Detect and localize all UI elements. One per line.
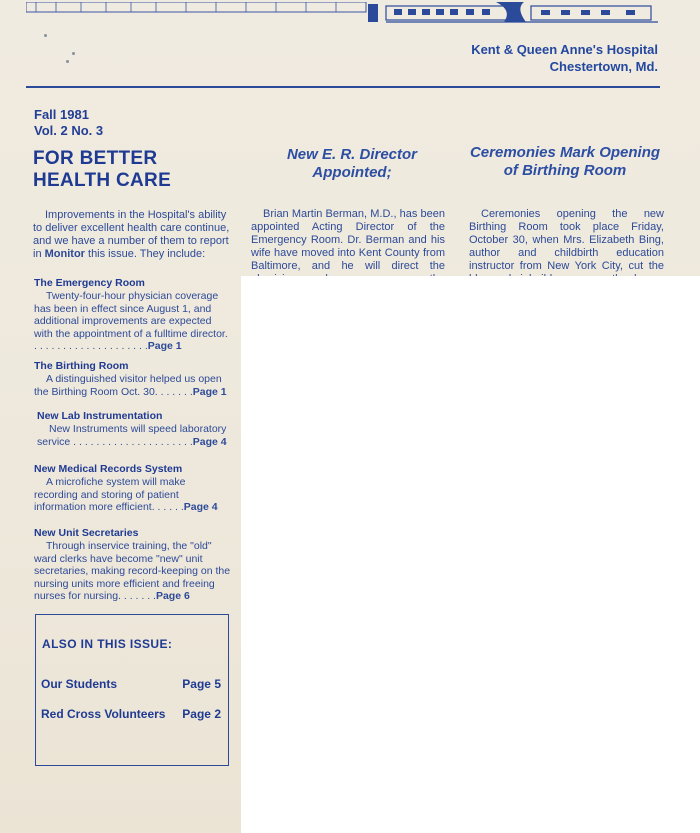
also-in-this-issue-box: [35, 614, 229, 766]
birthing-title-line2: of Birthing Room: [503, 162, 627, 179]
hospital-name: [471, 41, 658, 75]
masthead-divider: [26, 86, 660, 88]
hospital-title: Kent & Queen Anne's Hospital: [471, 42, 658, 57]
hospital-location: Chestertown, Md.: [549, 59, 658, 74]
toc-item: [34, 360, 232, 398]
toc-page: Page 1: [147, 340, 182, 352]
lead-intro-bold: Monitor: [44, 248, 85, 260]
also-item-label: Red Cross Volunteers: [41, 707, 166, 721]
toc-item: [34, 277, 232, 353]
toc-desc: New Instruments will speed laboratory service . . . . . . . . . . . . . . . . . . . . .: [37, 423, 227, 448]
also-item-page: Page 2: [182, 707, 221, 721]
also-title: ALSO IN THIS ISSUE:: [42, 637, 173, 651]
toc-desc: Through inservice training, the "old" ward clerks have become "new" unit secretaries, making record-keeping on the nursing units more efficient and freeing nurses for nursing. . . . . . .: [34, 540, 231, 602]
lead-title-line2: HEALTH CARE: [33, 170, 172, 191]
blank-paper-area: [241, 276, 700, 833]
birthing-title-line1: Ceremonies Mark Opening: [469, 144, 661, 161]
toc-item: [34, 463, 232, 514]
toc-page: Page 6: [155, 590, 190, 602]
toc-heading: New Unit Secretaries: [34, 527, 139, 539]
hospital-illustration: [26, 2, 658, 24]
paper-speck: [66, 60, 69, 63]
toc-page: Page 1: [192, 385, 227, 398]
lead-title: [33, 148, 171, 192]
toc-item: [37, 410, 235, 448]
issue-volume: Vol. 2 No. 3: [34, 123, 104, 138]
er-article-title: [266, 146, 438, 182]
lead-title-line1: FOR BETTER: [33, 148, 158, 169]
toc-heading: New Medical Records System: [34, 463, 183, 475]
toc-item: [34, 527, 232, 603]
toc-heading: New Lab Instrumentation: [37, 410, 163, 422]
also-item-page: Page 5: [182, 677, 221, 691]
birthing-article-title: [458, 144, 672, 180]
lead-intro: [33, 209, 233, 261]
lead-intro-tail: this issue. They include:: [84, 248, 206, 260]
also-item: [41, 677, 221, 691]
toc-desc: A distinguished visitor helped us open the Birthing Room Oct. 30. . . . . . .: [34, 373, 222, 398]
toc-desc: A microfiche system will make recording and storing of patient information more efficient. . . . . .: [34, 476, 186, 513]
paper-speck: [72, 52, 75, 55]
also-item: [41, 707, 221, 721]
issue-season: Fall 1981: [34, 107, 89, 122]
also-item-label: Our Students: [41, 677, 118, 691]
toc-page: Page 4: [192, 435, 227, 448]
er-article-body: Brian Martin Berman, M.D., has been appointed Acting Director of the Emergency Room. Dr. Berman and his wife have moved into Kent County from Baltimore, and he will direct the: [251, 208, 445, 272]
lead-intro-text: Improvements in the Hospital's ability to deliver excellent health care continue, and we have a number of them to report in: [33, 209, 230, 260]
issue-info: [34, 107, 103, 139]
toc-heading: The Birthing Room: [34, 360, 129, 372]
er-title-line2: Appointed;: [312, 164, 392, 181]
er-title-line1: New E. R. Director: [286, 146, 418, 163]
birthing-paragraph: Ceremonies opening the new Birthing Room took place Friday, October 30, when Mrs. Elizabeth Bing, author and childbirth education instructor from New York City, cut the: [469, 208, 664, 272]
toc-desc: Twenty-four-hour physician coverage has been in effect since August 1, and additional improvements are expected with the appointment of a fulltime director. . . . . . . . . . . . . . . . . . . . .: [34, 290, 228, 352]
paper-speck: [44, 34, 47, 37]
toc-page: Page 4: [183, 501, 218, 513]
toc-heading: The Emergency Room: [34, 277, 145, 289]
